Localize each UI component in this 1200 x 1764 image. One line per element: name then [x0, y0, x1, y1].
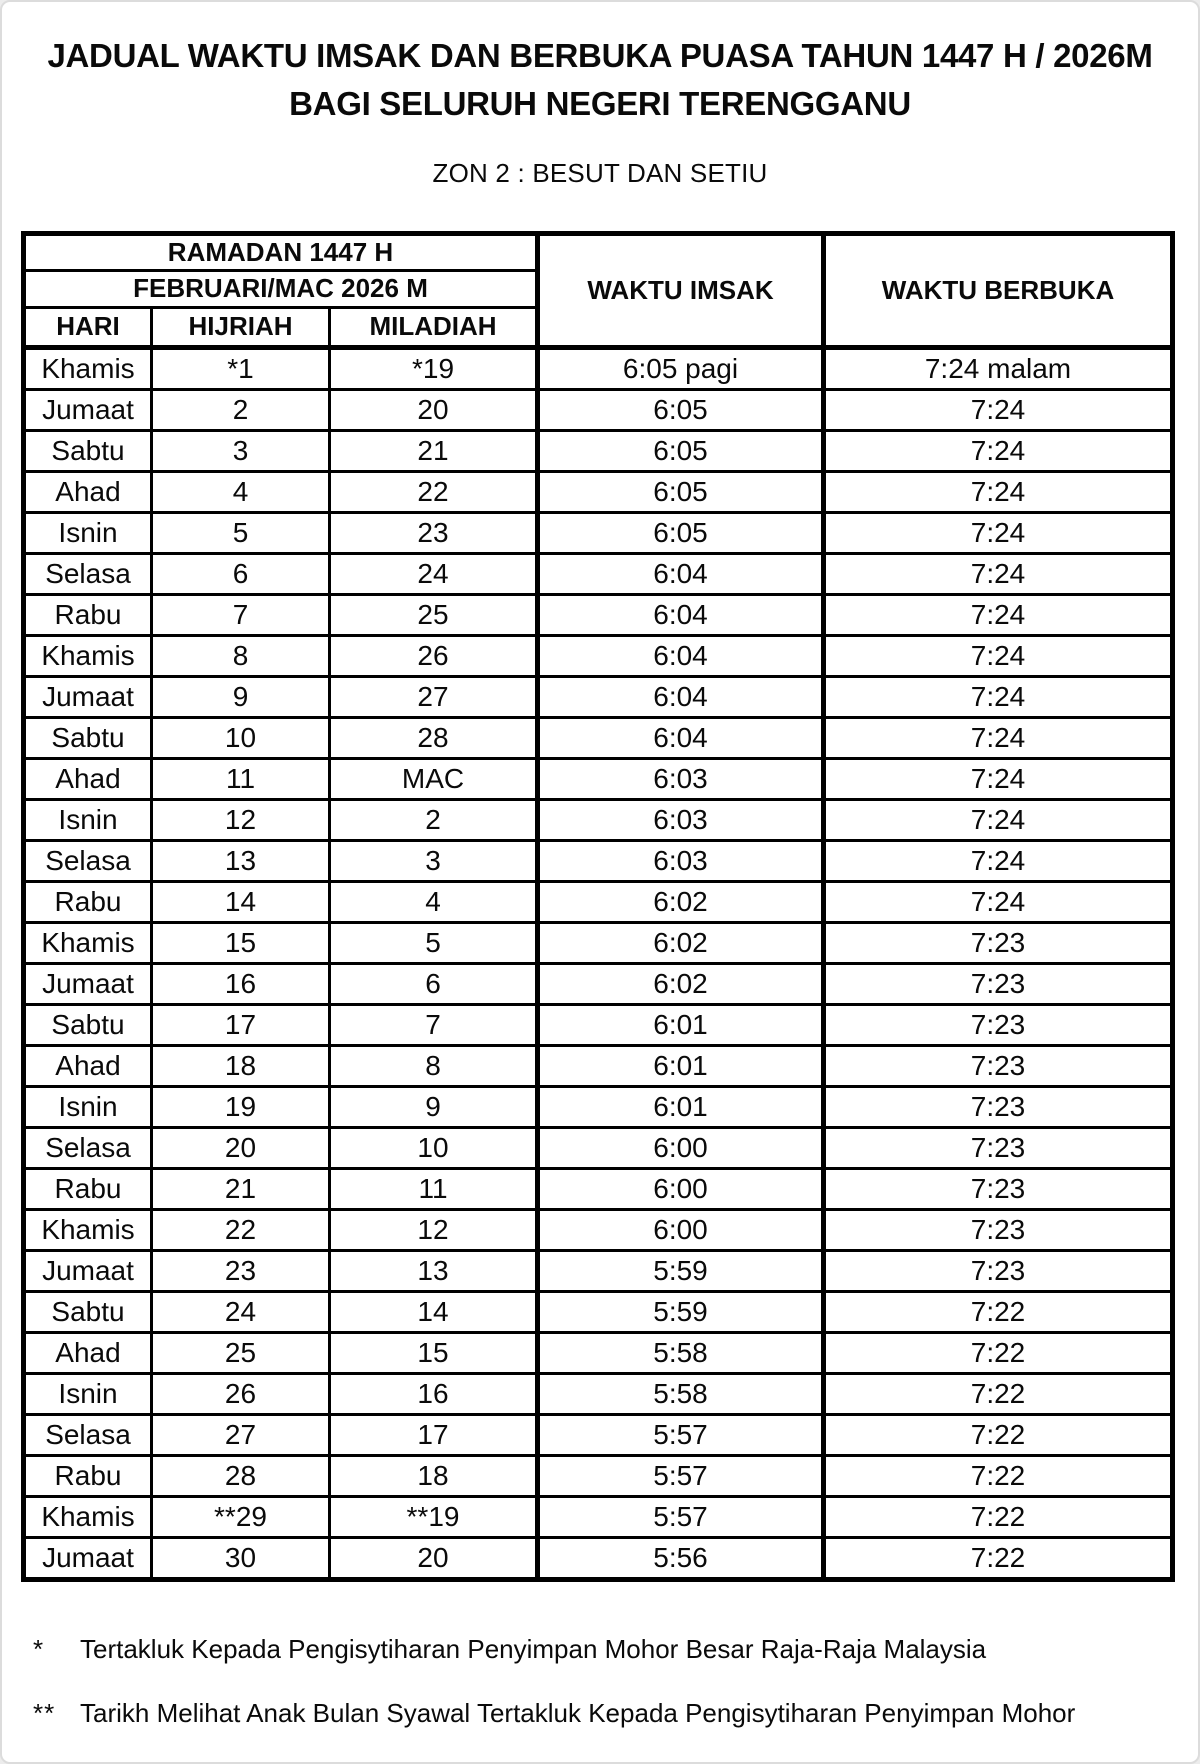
table-row — [24, 430, 1173, 471]
cell-hijriah: 23 — [152, 1250, 330, 1291]
cell-berbuka: 7:24 — [824, 758, 1173, 799]
cell-berbuka: 7:22 — [824, 1414, 1173, 1455]
footnote-marker: ** — [33, 1697, 56, 1728]
footnote-marker: * — [33, 1633, 45, 1664]
cell-hijriah: 12 — [152, 799, 330, 840]
cell-miladiah: 24 — [330, 553, 538, 594]
cell-miladiah: *19 — [330, 347, 538, 389]
cell-day: Selasa — [24, 1414, 152, 1455]
cell-miladiah: 11 — [330, 1168, 538, 1209]
cell-imsak: 6:02 — [538, 963, 824, 1004]
cell-imsak: 5:57 — [538, 1496, 824, 1537]
cell-imsak: 6:04 — [538, 553, 824, 594]
footnotes — [33, 1634, 1198, 1729]
table-row — [24, 1455, 1173, 1496]
table-row — [24, 1209, 1173, 1250]
cell-hijriah: 11 — [152, 758, 330, 799]
cell-hijriah: 25 — [152, 1332, 330, 1373]
cell-day: Sabtu — [24, 1004, 152, 1045]
table-row — [24, 594, 1173, 635]
header-ramadan: RAMADAN 1447 H — [24, 233, 538, 270]
cell-imsak: 6:01 — [538, 1004, 824, 1045]
cell-miladiah: 12 — [330, 1209, 538, 1250]
cell-imsak: 6:03 — [538, 799, 824, 840]
cell-day: Jumaat — [24, 963, 152, 1004]
cell-hijriah: 22 — [152, 1209, 330, 1250]
cell-imsak: 6:05 — [538, 512, 824, 553]
cell-imsak: 6:04 — [538, 717, 824, 758]
cell-day: Sabtu — [24, 430, 152, 471]
cell-day: Selasa — [24, 1127, 152, 1168]
cell-miladiah: 18 — [330, 1455, 538, 1496]
cell-imsak: 6:05 — [538, 389, 824, 430]
cell-berbuka: 7:24 — [824, 594, 1173, 635]
cell-miladiah: MAC — [330, 758, 538, 799]
cell-berbuka: 7:24 — [824, 553, 1173, 594]
cell-miladiah: 5 — [330, 922, 538, 963]
cell-imsak: 6:00 — [538, 1127, 824, 1168]
cell-hijriah: 9 — [152, 676, 330, 717]
cell-imsak: 5:59 — [538, 1291, 824, 1332]
cell-miladiah: 25 — [330, 594, 538, 635]
cell-day: Ahad — [24, 1332, 152, 1373]
page-title-line1: JADUAL WAKTU IMSAK DAN BERBUKA PUASA TAHUN 1447 H / 2026M — [47, 37, 1153, 74]
cell-day: Rabu — [24, 594, 152, 635]
cell-day: Jumaat — [24, 1250, 152, 1291]
cell-imsak: 6:05 pagi — [538, 347, 824, 389]
cell-imsak: 6:01 — [538, 1045, 824, 1086]
table-row — [24, 1250, 1173, 1291]
cell-imsak: 6:02 — [538, 881, 824, 922]
cell-miladiah: 16 — [330, 1373, 538, 1414]
cell-berbuka: 7:24 — [824, 471, 1173, 512]
cell-day: Isnin — [24, 1086, 152, 1127]
cell-berbuka: 7:23 — [824, 1004, 1173, 1045]
cell-miladiah: 21 — [330, 430, 538, 471]
header-hari: HARI — [24, 307, 152, 347]
table-row — [24, 758, 1173, 799]
table-row — [24, 389, 1173, 430]
cell-berbuka: 7:22 — [824, 1291, 1173, 1332]
cell-hijriah: 20 — [152, 1127, 330, 1168]
table-row — [24, 1004, 1173, 1045]
table-row — [24, 1168, 1173, 1209]
cell-berbuka: 7:24 — [824, 840, 1173, 881]
cell-berbuka: 7:24 — [824, 676, 1173, 717]
cell-berbuka: 7:23 — [824, 963, 1173, 1004]
cell-hijriah: 24 — [152, 1291, 330, 1332]
table-row — [24, 799, 1173, 840]
cell-imsak: 5:57 — [538, 1455, 824, 1496]
table-row — [24, 471, 1173, 512]
cell-berbuka: 7:24 — [824, 512, 1173, 553]
cell-day: Selasa — [24, 840, 152, 881]
header-waktu-berbuka: WAKTU BERBUKA — [824, 233, 1173, 347]
cell-day: Isnin — [24, 1373, 152, 1414]
cell-day: Isnin — [24, 512, 152, 553]
cell-miladiah: 8 — [330, 1045, 538, 1086]
timetable-body — [24, 347, 1173, 1579]
cell-berbuka: 7:24 malam — [824, 347, 1173, 389]
cell-miladiah: 26 — [330, 635, 538, 676]
cell-berbuka: 7:22 — [824, 1496, 1173, 1537]
cell-day: Jumaat — [24, 389, 152, 430]
cell-berbuka: 7:24 — [824, 799, 1173, 840]
cell-berbuka: 7:22 — [824, 1373, 1173, 1414]
table-row — [24, 1045, 1173, 1086]
cell-hijriah: 2 — [152, 389, 330, 430]
cell-day: Rabu — [24, 1455, 152, 1496]
cell-hijriah: **29 — [152, 1496, 330, 1537]
cell-imsak: 6:03 — [538, 840, 824, 881]
cell-berbuka: 7:23 — [824, 922, 1173, 963]
cell-hijriah: 7 — [152, 594, 330, 635]
cell-berbuka: 7:24 — [824, 635, 1173, 676]
cell-imsak: 6:04 — [538, 635, 824, 676]
cell-day: Khamis — [24, 1209, 152, 1250]
header-hijriah: HIJRIAH — [152, 307, 330, 347]
cell-berbuka: 7:24 — [824, 389, 1173, 430]
page-title-line2: BAGI SELURUH NEGERI TERENGGANU — [289, 84, 911, 122]
cell-day: Khamis — [24, 347, 152, 389]
table-row — [24, 1291, 1173, 1332]
cell-berbuka: 7:24 — [824, 881, 1173, 922]
cell-hijriah: 5 — [152, 512, 330, 553]
cell-miladiah: 4 — [330, 881, 538, 922]
cell-miladiah: 3 — [330, 840, 538, 881]
cell-miladiah: 10 — [330, 1127, 538, 1168]
table-row — [24, 922, 1173, 963]
cell-imsak: 6:02 — [538, 922, 824, 963]
table-row — [24, 676, 1173, 717]
cell-miladiah: 27 — [330, 676, 538, 717]
table-row — [24, 1332, 1173, 1373]
cell-imsak: 6:04 — [538, 676, 824, 717]
table-row — [24, 512, 1173, 553]
cell-miladiah: 15 — [330, 1332, 538, 1373]
cell-miladiah: **19 — [330, 1496, 538, 1537]
cell-berbuka: 7:23 — [824, 1209, 1173, 1250]
cell-miladiah: 14 — [330, 1291, 538, 1332]
zone-subtitle: ZON 2 : BESUT DAN SETIU — [432, 157, 768, 188]
header-miladiah: MILADIAH — [330, 307, 538, 347]
cell-miladiah: 20 — [330, 389, 538, 430]
cell-imsak: 6:03 — [538, 758, 824, 799]
table-row — [24, 347, 1173, 389]
cell-hijriah: 10 — [152, 717, 330, 758]
cell-imsak: 6:04 — [538, 594, 824, 635]
table-row — [24, 1127, 1173, 1168]
cell-hijriah: 28 — [152, 1455, 330, 1496]
cell-imsak: 5:59 — [538, 1250, 824, 1291]
footnote-double-asterisk — [33, 1698, 1198, 1729]
cell-hijriah: 18 — [152, 1045, 330, 1086]
cell-day: Jumaat — [24, 1537, 152, 1579]
cell-imsak: 6:00 — [538, 1209, 824, 1250]
header-row-hijri-month — [24, 233, 1173, 270]
table-row — [24, 717, 1173, 758]
cell-berbuka: 7:23 — [824, 1127, 1173, 1168]
cell-imsak: 5:58 — [538, 1373, 824, 1414]
cell-day: Rabu — [24, 881, 152, 922]
cell-day: Khamis — [24, 635, 152, 676]
table-row — [24, 1086, 1173, 1127]
cell-hijriah: 30 — [152, 1537, 330, 1579]
footnote-text: Tarikh Melihat Anak Bulan Syawal Tertakluk Kepada Pengisytiharan Penyimpan Mohor — [80, 1697, 1076, 1728]
cell-berbuka: 7:24 — [824, 430, 1173, 471]
cell-hijriah: 21 — [152, 1168, 330, 1209]
cell-hijriah: 27 — [152, 1414, 330, 1455]
table-row — [24, 963, 1173, 1004]
cell-hijriah: 3 — [152, 430, 330, 471]
cell-miladiah: 13 — [330, 1250, 538, 1291]
cell-berbuka: 7:23 — [824, 1250, 1173, 1291]
cell-day: Khamis — [24, 922, 152, 963]
cell-day: Ahad — [24, 1045, 152, 1086]
cell-imsak: 5:58 — [538, 1332, 824, 1373]
cell-imsak: 6:01 — [538, 1086, 824, 1127]
cell-miladiah: 23 — [330, 512, 538, 553]
cell-day: Isnin — [24, 799, 152, 840]
header-gregorian-month: FEBRUARI/MAC 2026 M — [24, 270, 538, 307]
cell-hijriah: 17 — [152, 1004, 330, 1045]
table-row — [24, 635, 1173, 676]
cell-day: Ahad — [24, 471, 152, 512]
header-waktu-imsak: WAKTU IMSAK — [538, 233, 824, 347]
cell-miladiah: 20 — [330, 1537, 538, 1579]
cell-berbuka: 7:23 — [824, 1086, 1173, 1127]
table-row — [24, 881, 1173, 922]
cell-imsak: 5:57 — [538, 1414, 824, 1455]
cell-day: Ahad — [24, 758, 152, 799]
cell-hijriah: 6 — [152, 553, 330, 594]
prayer-timetable — [21, 231, 1175, 1582]
cell-miladiah: 22 — [330, 471, 538, 512]
page-title — [2, 32, 1198, 128]
cell-miladiah: 2 — [330, 799, 538, 840]
cell-miladiah: 7 — [330, 1004, 538, 1045]
cell-day: Rabu — [24, 1168, 152, 1209]
cell-day: Jumaat — [24, 676, 152, 717]
cell-day: Sabtu — [24, 1291, 152, 1332]
cell-day: Sabtu — [24, 717, 152, 758]
table-row — [24, 1496, 1173, 1537]
cell-miladiah: 28 — [330, 717, 538, 758]
cell-hijriah: 15 — [152, 922, 330, 963]
cell-miladiah: 6 — [330, 963, 538, 1004]
cell-hijriah: 26 — [152, 1373, 330, 1414]
cell-berbuka: 7:22 — [824, 1455, 1173, 1496]
cell-imsak: 6:05 — [538, 471, 824, 512]
cell-berbuka: 7:22 — [824, 1537, 1173, 1579]
table-row — [24, 553, 1173, 594]
table-row — [24, 1537, 1173, 1579]
cell-imsak: 5:56 — [538, 1537, 824, 1579]
table-row — [24, 1373, 1173, 1414]
cell-hijriah: 14 — [152, 881, 330, 922]
cell-hijriah: *1 — [152, 347, 330, 389]
cell-day: Selasa — [24, 553, 152, 594]
cell-day: Khamis — [24, 1496, 152, 1537]
cell-hijriah: 13 — [152, 840, 330, 881]
cell-hijriah: 4 — [152, 471, 330, 512]
cell-hijriah: 16 — [152, 963, 330, 1004]
footnote-text: Tertakluk Kepada Pengisytiharan Penyimpan Mohor Besar Raja-Raja Malaysia — [80, 1633, 987, 1664]
cell-miladiah: 17 — [330, 1414, 538, 1455]
table-row — [24, 840, 1173, 881]
table-row — [24, 1414, 1173, 1455]
footnote-single-asterisk — [33, 1634, 1198, 1665]
cell-imsak: 6:05 — [538, 430, 824, 471]
cell-berbuka: 7:23 — [824, 1168, 1173, 1209]
cell-miladiah: 9 — [330, 1086, 538, 1127]
cell-berbuka: 7:22 — [824, 1332, 1173, 1373]
cell-berbuka: 7:24 — [824, 717, 1173, 758]
cell-imsak: 6:00 — [538, 1168, 824, 1209]
cell-hijriah: 8 — [152, 635, 330, 676]
cell-berbuka: 7:23 — [824, 1045, 1173, 1086]
cell-hijriah: 19 — [152, 1086, 330, 1127]
